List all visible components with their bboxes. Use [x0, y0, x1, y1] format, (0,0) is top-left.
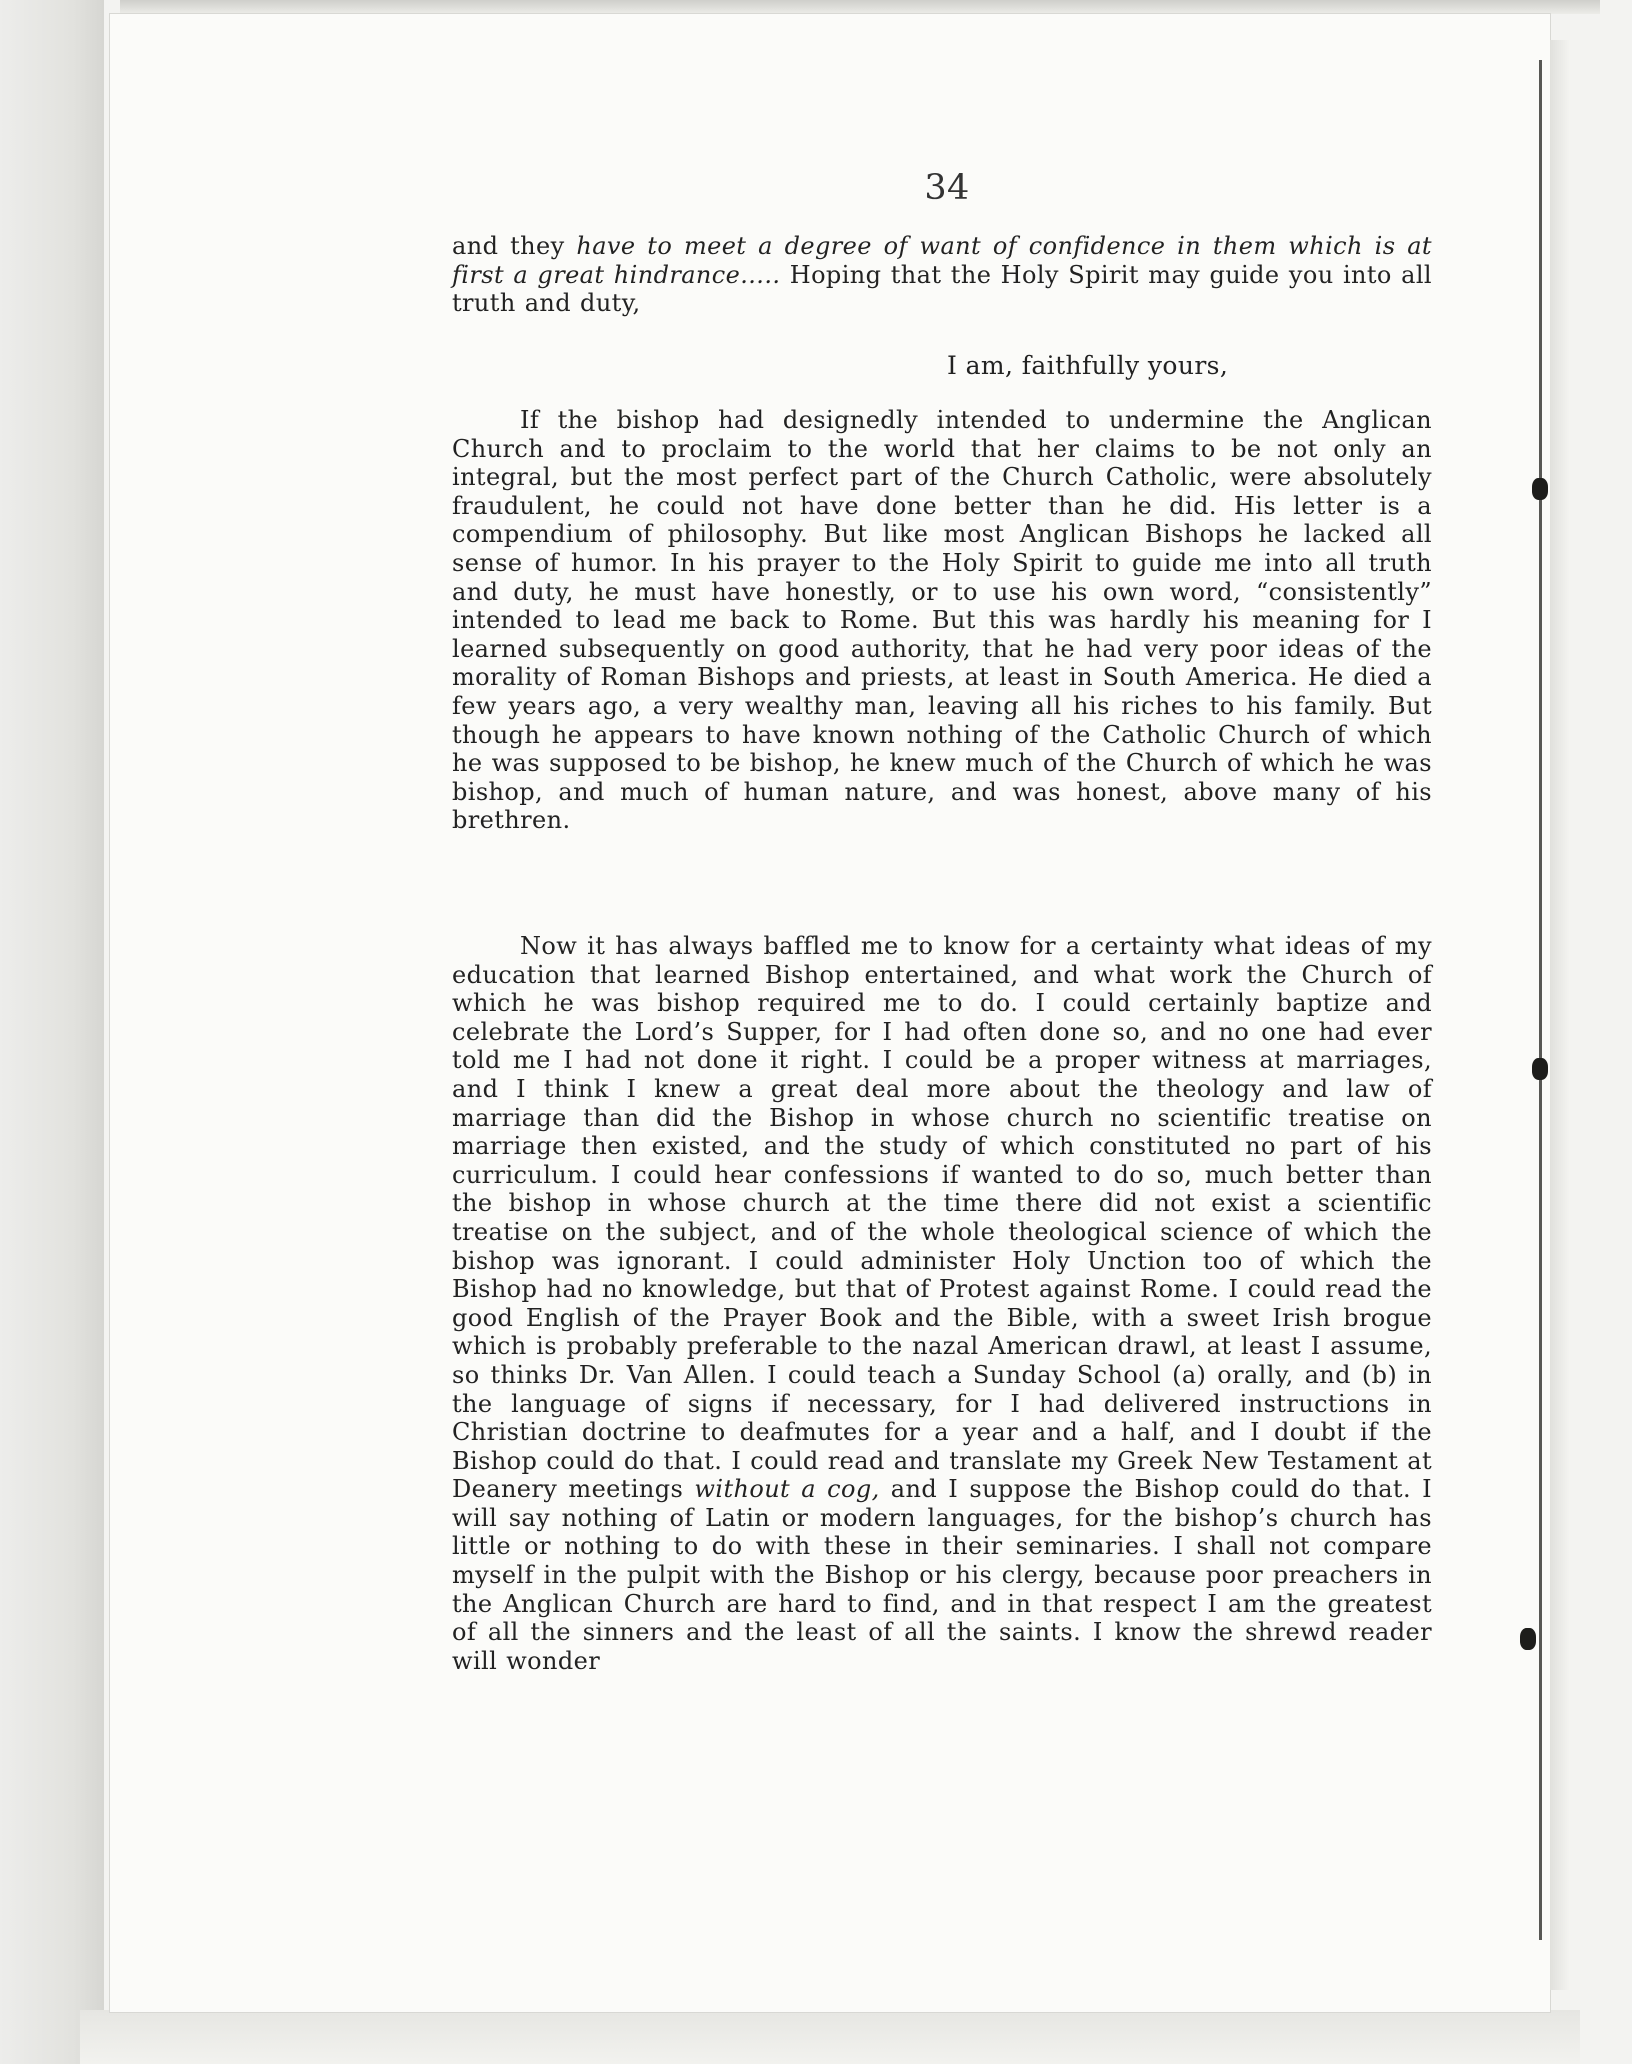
paragraph-education: [452, 932, 1432, 1675]
italic-quote: have to meet a degree of want of confidence in them which is at first a great hindrance.....: [452, 232, 1432, 289]
paragraph-text: and they: [452, 232, 577, 260]
book-bottom-edge: [80, 2010, 1580, 2064]
paragraph-text: Hoping that the Holy Spirit may guide you into all truth and duty,: [452, 260, 1432, 318]
paragraph-text: Now it has always baffled me to know for a certainty what ideas of my education that learned Bishop entertained, and what work the Church of which he was bishop required me to do. I could certainly baptize and celebrate the Lord’s Supper, for I had often done so, and no one had ever told me I had not done it right. I could be a proper witness at marriages, and I think I knew a great deal more about the theology and law of marriage than did the Bishop in whose church no scientific treatise on marriage then existed, and the study of which constituted no part of his curriculum. I could hear confessions if wanted to do so, much better than the bishop in whose church at the time there did not exist a scientific treatise on the subject, and of the whole theological science of which the bishop was ignorant. I could administer Holy Unction too of which the Bishop had no knowledge, but that of Protest against Rome. I could read the good English of the Prayer Book and the Bible, with a sweet Irish brogue which is probably preferable to the nazal American drawl, at least I assume, so thinks Dr. Van Allen. I could teach a Sunday School (a) orally, and (b) in the language of signs if necessary, for I had delivered instructions in Christian doctrine to deafmutes for a year and a half, and I doubt if the Bishop could do that. I could read and translate my Greek New Testament at Deanery meetings: [452, 932, 1432, 1504]
binding-pin: [1532, 1058, 1548, 1080]
book-left-edge: [0, 0, 104, 2064]
italic-phrase: without a cog,: [694, 1475, 880, 1504]
paragraph-letter-end: [452, 232, 1432, 318]
letter-closing: I am, faithfully yours,: [947, 351, 1229, 380]
paragraph-text: and I suppose the Bishop could do that. I will say nothing of Latin or modern languages, for the bishop’s church has little or nothing to do with these in their seminaries. I shall not compare myself in the pulpit with the Bishop or his clergy, because poor preachers in the Anglican Church are hard to find, and in that respect I am the greatest of all the sinners and the least of all the saints. I know the shrewd reader will wonder: [452, 1475, 1433, 1675]
binding-pin: [1520, 1628, 1536, 1650]
paragraph-bishop-critique: If the bishop had designedly intended to undermine the Anglican Church and to proclaim to the world that her claims to be not only an integral, but the most perfect part of the Church Catholic, were absolutely fraudulent, he could not have done better than he did. His letter is a compendium of philosophy. But like most Anglican Bishops he lacked all sense of humor. In his prayer to the Holy Spirit to guide me into all truth and duty, he must have honestly, or to use his own word, “consistently” intended to lead me back to Rome. But this was hardly his meaning for I learned subsequently on good authority, that he had very poor ideas of the morality of Roman Bishops and priests, at least in South America. He died a few years ago, a very wealthy man, leaving all his riches to his family. But though he appears to have known nothing of the Catholic Church of which he was supposed to be bishop, he knew much of the Church of which he was bishop, and much of human nature, and was honest, above many of his brethren.: [452, 406, 1432, 835]
book-page: [110, 14, 1550, 2012]
book-top-edge: [120, 0, 1600, 14]
binding-line: [1539, 60, 1542, 1940]
page-number: 34: [924, 168, 970, 208]
book-right-edge: [1550, 40, 1570, 1990]
binding-pin: [1532, 478, 1548, 500]
